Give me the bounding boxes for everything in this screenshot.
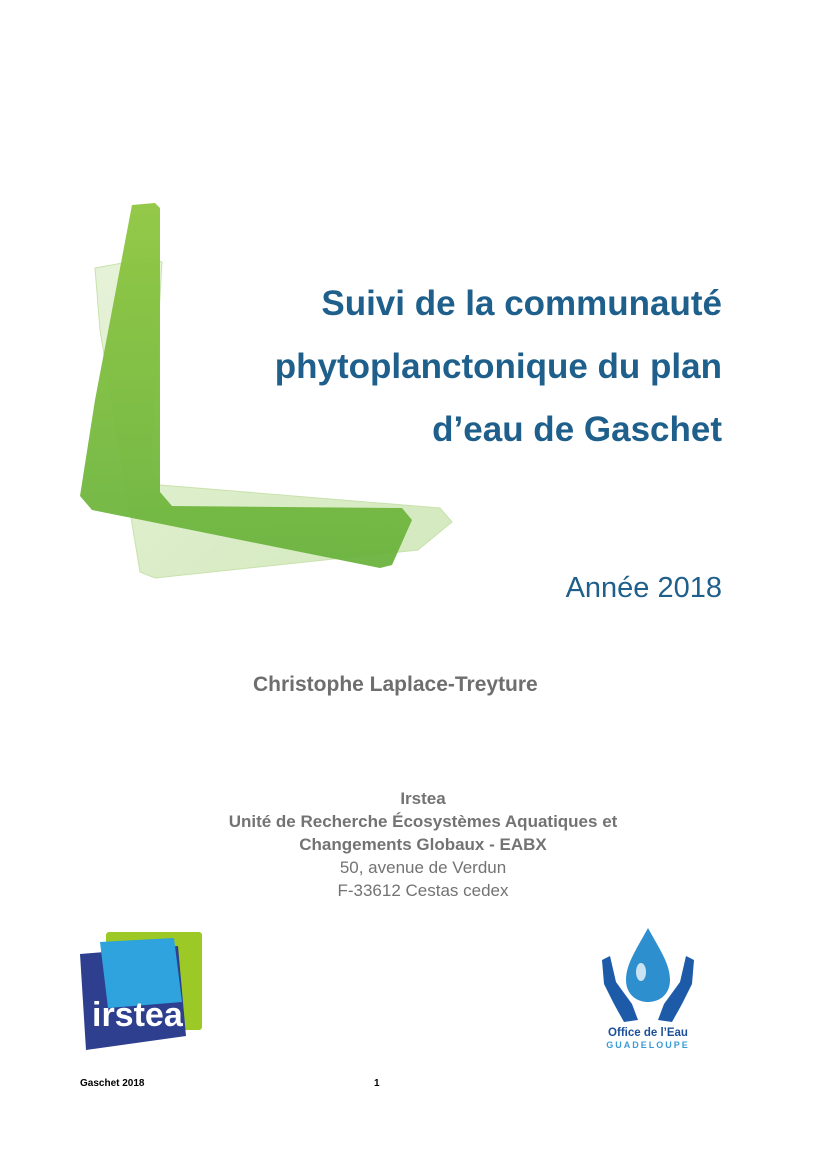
title-line-3: d’eau de Gaschet bbox=[432, 410, 722, 449]
title-line-2: phytoplanctonique du plan bbox=[274, 347, 722, 386]
water-drop-icon bbox=[626, 928, 670, 1002]
office-eau-logo bbox=[596, 922, 706, 1054]
unit-line-1: Unité de Recherche Écosystèmes Aquatiques et bbox=[228, 812, 618, 831]
address-line-2: F-33612 Cestas cedex bbox=[337, 881, 509, 900]
report-year: Année 2018 bbox=[565, 572, 722, 604]
report-title bbox=[162, 272, 722, 461]
office-logo-line-2: GUADELOUPE bbox=[606, 1040, 690, 1050]
author-name: Christophe Laplace-Treyture bbox=[253, 673, 538, 696]
title-line-1: Suivi de la communauté bbox=[321, 284, 722, 323]
office-logo-line-1: Office de l’Eau bbox=[608, 1027, 688, 1039]
institution-block bbox=[150, 787, 696, 902]
irstea-logo-text: irstea bbox=[92, 996, 183, 1034]
institution-name: Irstea bbox=[400, 789, 446, 808]
footer-document-label: Gaschet 2018 bbox=[80, 1078, 145, 1089]
unit-line-2: Changements Globaux - EABX bbox=[299, 835, 547, 854]
address-line-1: 50, avenue de Verdun bbox=[339, 858, 507, 877]
footer-page-number: 1 bbox=[374, 1078, 380, 1089]
irstea-logo bbox=[78, 932, 204, 1054]
